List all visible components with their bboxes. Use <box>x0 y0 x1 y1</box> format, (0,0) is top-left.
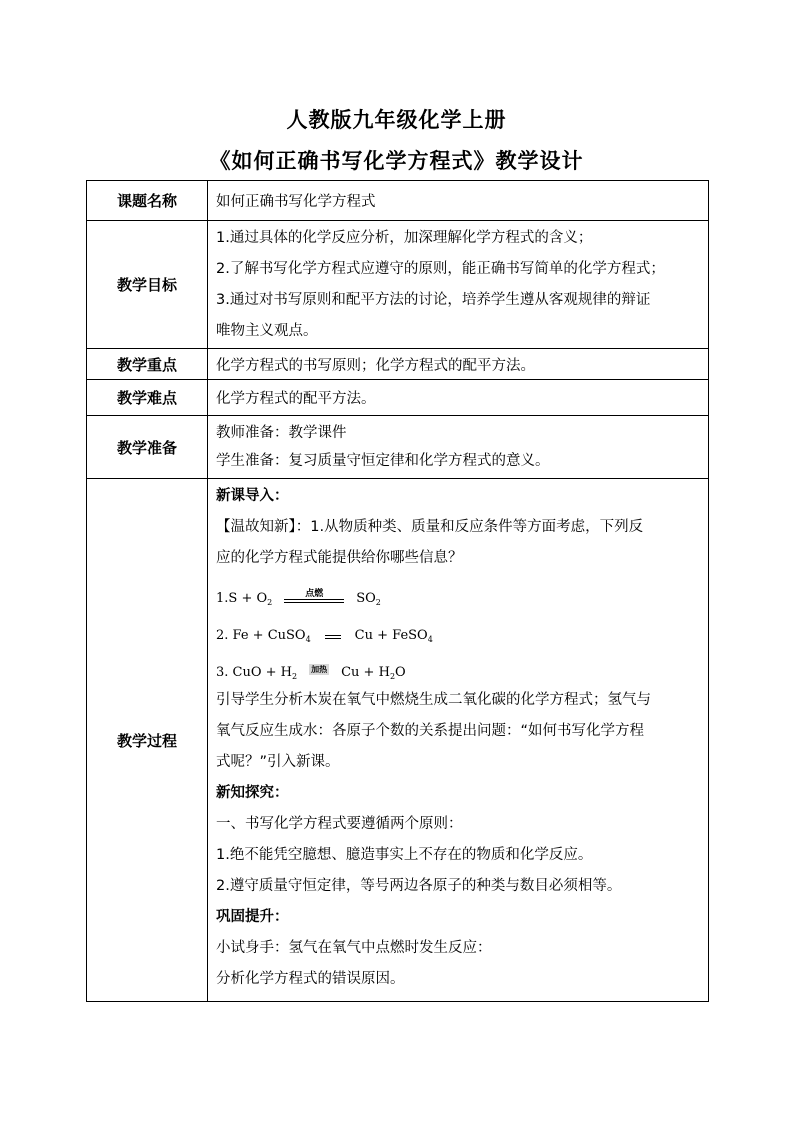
preparation-label: 教学准备 <box>87 416 208 479</box>
intro-heading: 新课导入： <box>216 488 289 504</box>
eq3-products: $Cu + H_2O$ <box>341 665 406 681</box>
process-label: 教学过程 <box>87 479 208 1002</box>
practice-text: 小试身手：氢气在氧气中点燃时发生反应： <box>216 940 492 956</box>
heat-condition: 加热 <box>311 665 328 674</box>
key-points-label: 教学重点 <box>87 349 208 380</box>
equation-1 <box>216 574 704 611</box>
eq3-reactants: 3. CuO + $H_2$ <box>216 665 298 681</box>
document-title: 人教版九年级化学上册 <box>286 107 507 132</box>
topic-value: 如何正确书写化学方程式 <box>208 181 709 221</box>
difficulties-value: 化学方程式的配平方法。 <box>208 380 709 416</box>
practice-text: 分析化学方程式的错误原因。 <box>216 971 405 987</box>
topic-label: 课题名称 <box>87 181 208 221</box>
equals-sign <box>325 635 341 639</box>
eq1-reactants: $1.S + O_2$ <box>216 591 273 607</box>
table-row <box>87 181 709 221</box>
ignite-condition: 点燃 <box>284 589 344 607</box>
key-points-value: 化学方程式的书写原则；化学方程式的配平方法。 <box>208 349 709 380</box>
difficulties-label: 教学难点 <box>87 380 208 416</box>
objective-item: 唯物主义观点。 <box>216 322 318 339</box>
consolidate-heading: 巩固提升： <box>216 909 289 925</box>
objectives-cell <box>208 221 709 349</box>
preparation-cell <box>208 416 709 479</box>
review-question: 【温故知新】：1.从物质种类、质量和反应条件等方面考虑，下列反 <box>216 519 644 535</box>
eq1-products: $SO_2$ <box>356 591 381 607</box>
guide-text: 引导学生分析木炭在氧气中燃烧生成二氧化碳的化学方程式；氢气与 <box>216 692 651 708</box>
eq2-reactants: 2. Fe + CuSO$_4$ <box>216 628 311 644</box>
guide-text: 式呢？”引入新课。 <box>216 754 340 770</box>
table-row <box>87 416 709 479</box>
equation-2 <box>216 611 704 648</box>
explore-heading: 新知探究： <box>216 785 289 801</box>
table-row <box>87 380 709 416</box>
objective-item: 1.通过具体的化学反应分析，加深理解化学方程式的含义； <box>216 229 593 246</box>
objective-item: 2.了解书写化学方程式应遵守的原则，能正确书写简单的化学方程式； <box>216 260 665 277</box>
principle-item: 1.绝不能凭空臆想、臆造事实上不存在的物质和化学反应。 <box>216 847 593 863</box>
principle-title: 一、书写化学方程式要遵循两个原则： <box>216 816 463 832</box>
teacher-preparation: 教师准备：教学课件 <box>216 425 347 441</box>
student-preparation: 学生准备：复习质量守恒定律和化学方程式的意义。 <box>216 453 550 469</box>
process-cell <box>208 479 709 1002</box>
lesson-plan-table <box>86 180 709 1002</box>
guide-text: 氧气反应生成水：各原子个数的关系提出问题：“如何书写化学方程 <box>216 723 645 739</box>
equation-3 <box>216 648 704 685</box>
table-row <box>87 349 709 380</box>
eq2-products: Cu + FeSO$_4$ <box>354 628 433 644</box>
review-question-cont: 应的化学方程式能提供给你哪些信息？ <box>216 550 463 566</box>
table-row <box>87 221 709 349</box>
objectives-label: 教学目标 <box>87 221 208 349</box>
table-row <box>87 479 709 1002</box>
principle-item: 2.遵守质量守恒定律，等号两边各原子的种类与数目必须相等。 <box>216 878 622 894</box>
objective-item: 3.通过对书写原则和配平方法的讨论，培养学生遵从客观规律的辩证 <box>216 291 651 308</box>
document-subtitle: 《如何正确书写化学方程式》教学设计 <box>209 148 584 173</box>
